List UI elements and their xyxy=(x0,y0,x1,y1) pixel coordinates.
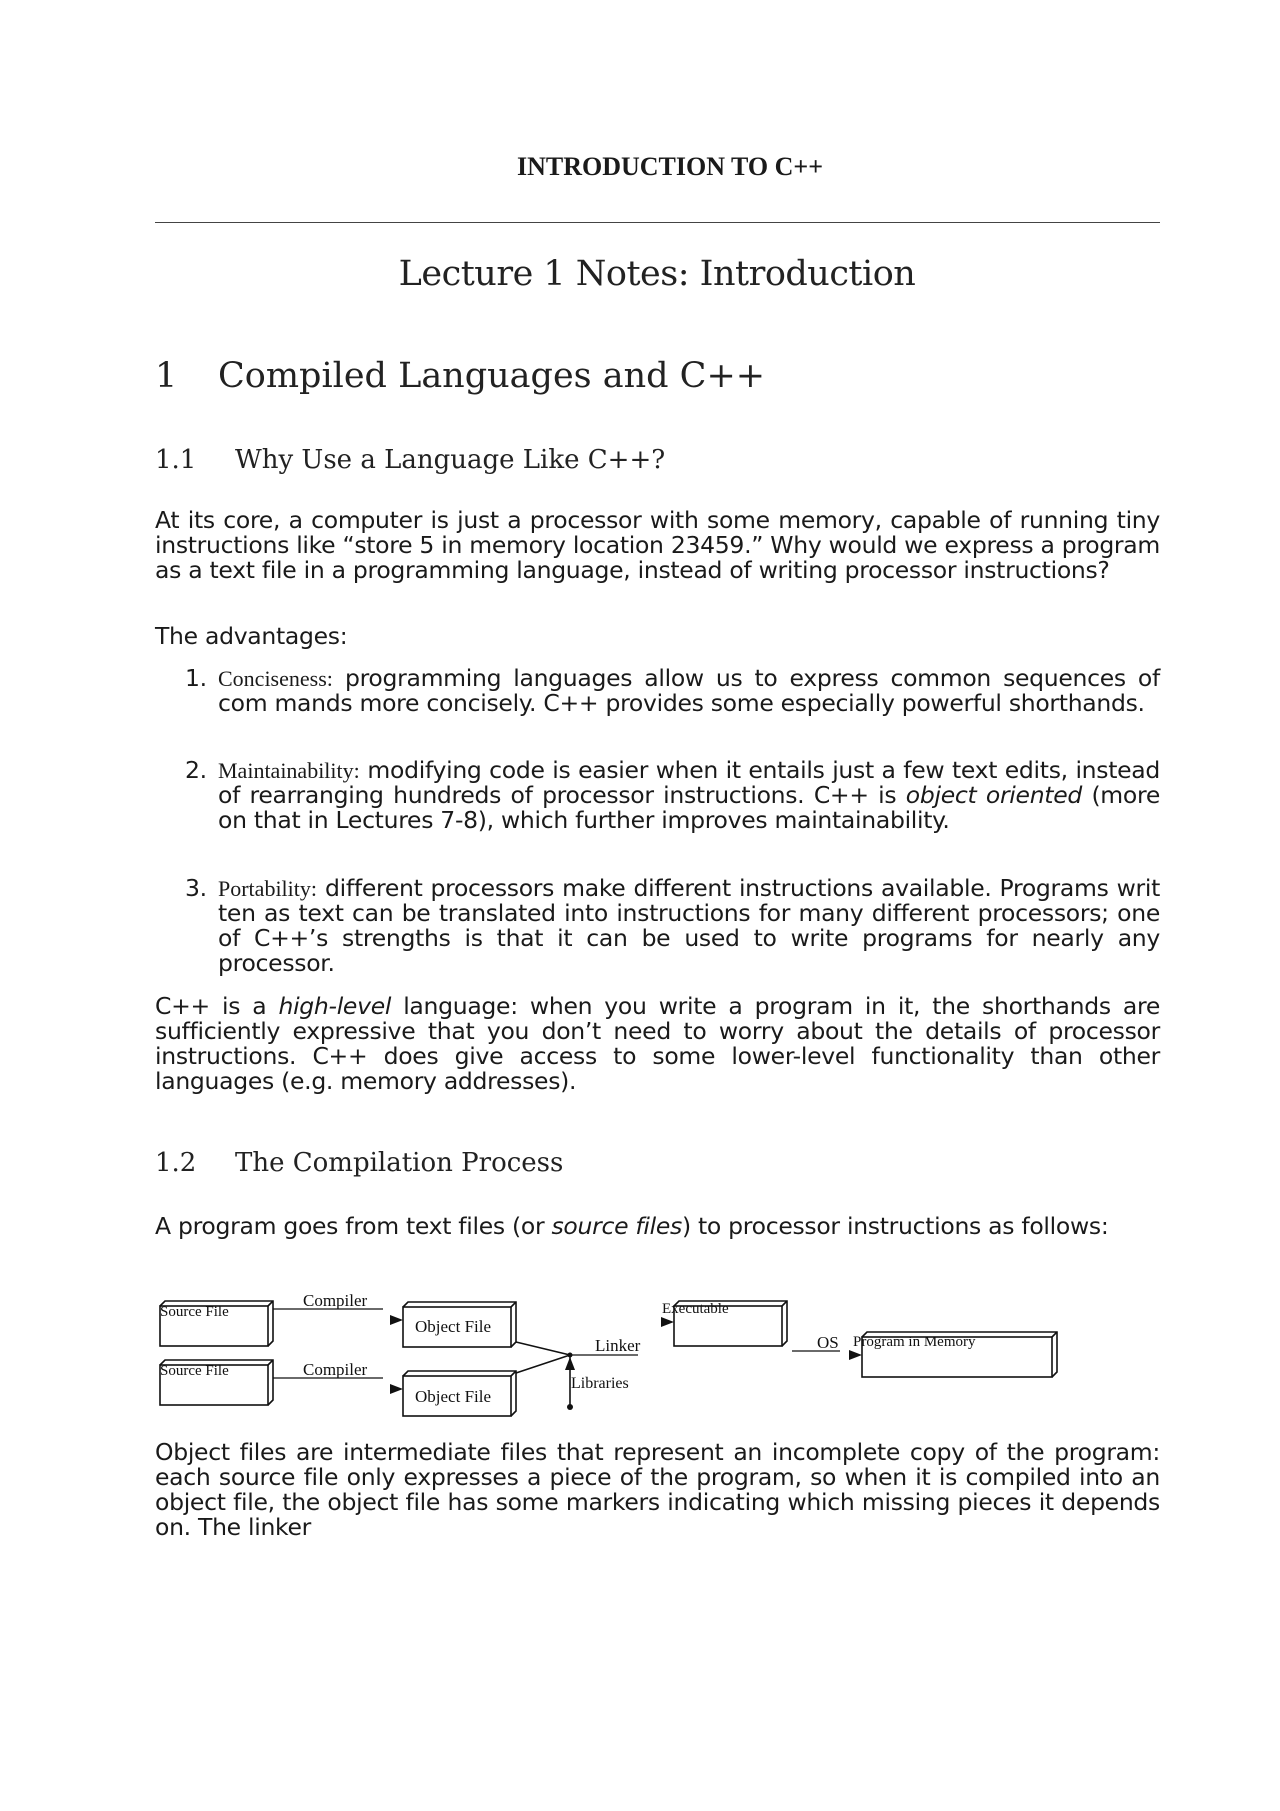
emphasis-text: object oriented xyxy=(905,781,1082,809)
list-marker: 3. xyxy=(185,874,207,902)
compilation-diagram xyxy=(150,1290,1070,1420)
link-line-1 xyxy=(516,1342,570,1355)
object-file-label-2: Object File xyxy=(415,1387,492,1406)
libraries-dot xyxy=(567,1404,573,1410)
os-label: OS xyxy=(817,1333,839,1352)
emphasis-text: high-level xyxy=(278,992,392,1020)
list-item xyxy=(155,876,1160,976)
running-header: INTRODUCTION TO C++ xyxy=(516,152,824,181)
list-marker: 1. xyxy=(185,664,207,692)
paragraph-process xyxy=(155,1212,1193,1241)
list-text: programming languages allow us to express common sequences of com mands more concisely. C++ provides some especially powerful shorthands. xyxy=(218,664,1160,717)
list-term: Conciseness: xyxy=(218,666,333,691)
text: C++ is a xyxy=(155,992,279,1020)
section-heading xyxy=(155,356,765,396)
paragraph-high-level xyxy=(155,994,1160,1094)
emphasis-text: source files xyxy=(551,1212,682,1240)
link-line-2 xyxy=(516,1355,570,1373)
text: language: when you write a program in it, the shorthands are sufficiently expressive that you don’t need to worry about the details of processor instructions. C++ does give access to some lower-level functionality than other languages (e.g. memory addresses). xyxy=(155,992,1160,1095)
program-in-memory-label: Program in Memory xyxy=(853,1334,976,1350)
arrow-icon xyxy=(390,1315,403,1325)
paragraph-object-files: Object files are intermediate files that represent an incomplete copy of the program: each source file only expresses a piece of the program, so when it is compiled into an object file, the object file has some markers indicating which missing pieces it depends on. The linker xyxy=(155,1438,1160,1541)
list-term: Maintainability: xyxy=(218,758,360,783)
advantages-list-1 xyxy=(155,666,1160,716)
subsection-heading-1-2 xyxy=(155,1148,563,1178)
arrow-icon xyxy=(849,1350,862,1360)
text: A program goes from text files (or xyxy=(155,1212,552,1240)
object-file-label-1: Object File xyxy=(415,1317,492,1336)
source-file-label-2: Source File xyxy=(160,1363,229,1379)
compiler-label-2: Compiler xyxy=(303,1360,368,1379)
paragraph-advantages: The advantages: xyxy=(155,622,348,650)
libraries-label: Libraries xyxy=(571,1375,629,1392)
paragraph-intro: At its core, a computer is just a processor with some memory, capable of running tiny instructions like “store 5 in memory location 23459.” Why would we express a program as a text file in a programming language, instead of writing processor instructions? xyxy=(155,506,1160,584)
junction-dot xyxy=(568,1353,573,1358)
arrow-up-icon xyxy=(565,1357,575,1370)
arrow-icon xyxy=(390,1384,403,1394)
list-term: Portability: xyxy=(218,876,317,901)
list-item xyxy=(155,758,1160,833)
subsection-number: 1.2 xyxy=(155,1148,197,1178)
list-marker: 2. xyxy=(185,756,207,784)
header-rule xyxy=(155,222,1160,223)
list-text: (more on that in Lectures 7-8), which further improves maintainability. xyxy=(218,781,1160,834)
advantages-list-3 xyxy=(155,876,1160,976)
list-text: modifying code is easier when it entails just a few text edits, instead of rearranging hundreds of processor instructions. C++ is xyxy=(218,756,1160,809)
linker-label: Linker xyxy=(595,1336,641,1355)
subsection-title: The Compilation Process xyxy=(235,1148,564,1178)
arrow-icon xyxy=(661,1317,674,1327)
document-title: Lecture 1 Notes: Introduction xyxy=(398,254,916,294)
subsection-title: Why Use a Language Like C++? xyxy=(235,445,666,475)
list-item xyxy=(155,666,1160,716)
compiler-label-1: Compiler xyxy=(303,1291,368,1310)
section-title: Compiled Languages and C++ xyxy=(218,356,766,396)
section-number: 1 xyxy=(155,356,178,396)
text: ) to processor instructions as follows: xyxy=(681,1212,1109,1240)
source-file-label-1: Source File xyxy=(160,1304,229,1320)
subsection-heading-1-1 xyxy=(155,445,665,475)
executable-label: Executable xyxy=(662,1301,729,1317)
list-text: different processors make different instructions available. Programs writ ten as text can be translated into instructions for many different processors; one of C++’s strengths is that it can be used to write programs for nearly any processor. xyxy=(218,874,1160,977)
subsection-number: 1.1 xyxy=(155,445,197,475)
advantages-list-2 xyxy=(155,758,1160,833)
